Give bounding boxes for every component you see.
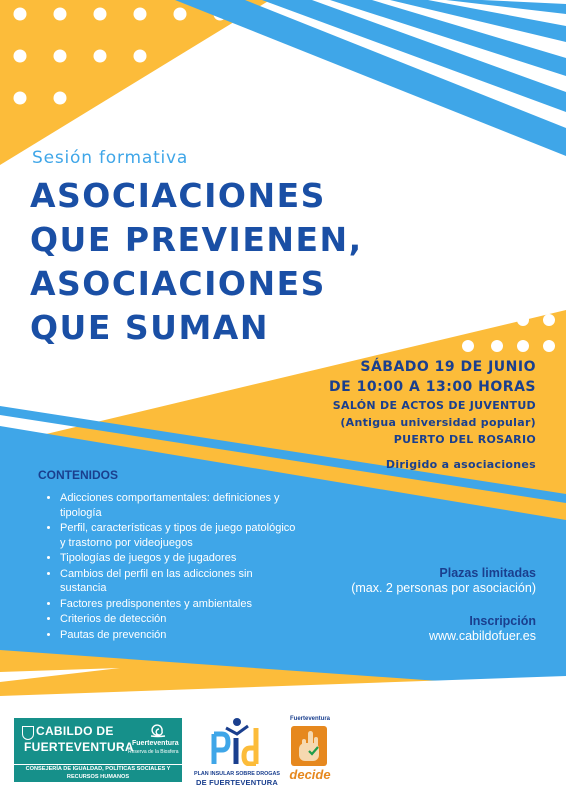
decide-top: Fuerteventura xyxy=(289,716,330,722)
plazas-block xyxy=(351,566,536,596)
title-line: QUE PREVIENEN, xyxy=(30,220,363,259)
cabildo-department: CONSEJERÍA DE IGUALDAD, POLÍTICAS SOCIALES Y RECURSOS HUMANOS xyxy=(14,764,182,783)
cabildo-logo xyxy=(14,718,182,782)
inscripcion-url[interactable]: www.cabildofuer.es xyxy=(428,629,536,643)
list-item: • Criterios de detección xyxy=(60,612,300,627)
cabildo-logo-top xyxy=(14,718,182,764)
snail-icon xyxy=(149,724,167,738)
contents-list xyxy=(38,491,300,642)
pid-mark-icon xyxy=(206,716,266,766)
event-venue: SALÓN DE ACTOS DE JUVENTUD xyxy=(332,399,536,412)
event-town: PUERTO DEL ROSARIO xyxy=(393,433,536,446)
list-item: • Tipologías de juegos y de jugadores xyxy=(60,551,300,566)
event-time: DE 10:00 A 13:00 HORAS xyxy=(329,379,536,395)
hand-icon xyxy=(290,725,328,767)
contents-heading: CONTENIDOS xyxy=(38,468,119,482)
fuerteventura-brand: Fuerteventura xyxy=(132,740,179,747)
list-item: • Perfil, características y tipos de juego patológico y trastorno por videojuegos xyxy=(60,521,300,550)
list-item: • Cambios del perfil en las adicciones sin sustancia xyxy=(60,567,300,596)
decide-word: decide xyxy=(289,767,331,782)
fuerteventura-brand-sub: Reserva de la Biosfera xyxy=(128,749,179,755)
crest-icon xyxy=(22,726,34,740)
session-subtitle: Sesión formativa xyxy=(32,148,189,168)
title-line: QUE SUMAN xyxy=(30,308,269,347)
decide-logo xyxy=(286,716,334,790)
pid-caption1: PLAN INSULAR SOBRE DROGAS xyxy=(194,771,280,777)
cabildo-logo-line1: CABILDO DE xyxy=(36,724,114,738)
list-item: • Pautas de prevención xyxy=(60,628,300,643)
event-details xyxy=(329,357,536,471)
pid-caption2: DE FUERTEVENTURA xyxy=(196,778,278,787)
plazas-text: (max. 2 personas por asociación) xyxy=(351,581,536,595)
list-item: • Adicciones comportamentales: definiciones y tipología xyxy=(60,491,300,520)
title-line: ASOCIACIONES xyxy=(30,264,326,303)
top-stripes xyxy=(175,0,566,156)
plazas-heading: Plazas limitadas xyxy=(439,566,536,580)
inscripcion-heading: Inscripción xyxy=(469,614,536,628)
cabildo-logo-line2: FUERTEVENTURA xyxy=(24,740,134,754)
top-yellow-triangle xyxy=(0,0,270,165)
pid-logo xyxy=(194,716,280,788)
contents-section xyxy=(38,468,300,643)
title-line: ASOCIACIONES xyxy=(30,176,326,215)
main-title xyxy=(30,174,363,350)
list-item: • Factores predisponentes y ambientales xyxy=(60,597,300,612)
event-venue-note: (Antigua universidad popular) xyxy=(340,416,536,429)
event-date: SÁBADO 19 DE JUNIO xyxy=(360,359,536,375)
event-audience: Dirigido a asociaciones xyxy=(385,458,536,471)
inscripcion-block xyxy=(429,614,536,644)
